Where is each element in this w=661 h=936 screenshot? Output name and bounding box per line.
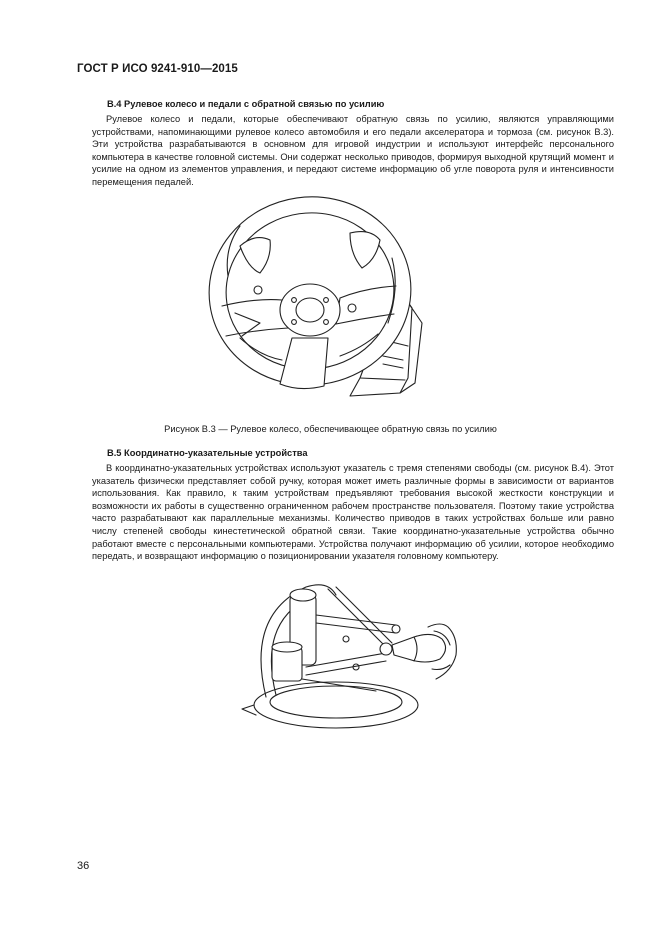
haptic-pointing-device-illustration	[236, 575, 461, 735]
section-b5-title: B.5 Координатно-указательные устройства	[107, 448, 308, 458]
section-b5-paragraph: В координатно-указательных устройствах используют указатель с тремя степенями свободы (см. рисунок B.4). Этот указатель физически представляет собой ручку, которая может иметь различные формы в зависимости от вариантов использования. Как правило, к таким устройствам предъявляют требования высокой жесткости конструкции и возможности их работы в существенно ограниченном рабочем пространстве пользователя. Поэтому такие устройства часто разрабатывают как параллельные механизмы. Количество приводов в таких устройствах больше или равно числу степеней свободы кинестетической обратной связи. Такие координатно-указательные устройства обычно работают вместе с персональными компьютерами. Устройства получают информацию об усилии, которое необходимо передать, и возвращают информацию о позиционировании указателя головному компьютеру.	[92, 463, 614, 562]
document-header: ГОСТ Р ИСО 9241-910—2015	[77, 63, 238, 75]
figure-b3-caption: Рисунок B.3 — Рулевое колесо, обеспечивающее обратную связь по усилию	[164, 424, 497, 434]
steering-wheel-illustration	[200, 188, 450, 413]
section-b4-title: B.4 Рулевое колесо и педали с обратной связью по усилию	[107, 99, 385, 109]
section-b4-paragraph: Рулевое колесо и педали, которые обеспечивают обратную связь по усилию, являются управляющими устройствами, напоминающими рулевое колесо автомобиля и его педали акселератора и тормоза (см. рисунок B.3). Эти устройства разрабатываются в основном для игровой индустрии и используют интерфейс персонального компьютера в качестве головной системы. Они содержат несколько приводов, формируя выходной крутящий момент и усилие на одном из элементов управления, и передают системе информацию об угле поворота руля и интенсивности перемещения педалей.	[92, 114, 614, 187]
page-number: 36	[77, 860, 90, 872]
